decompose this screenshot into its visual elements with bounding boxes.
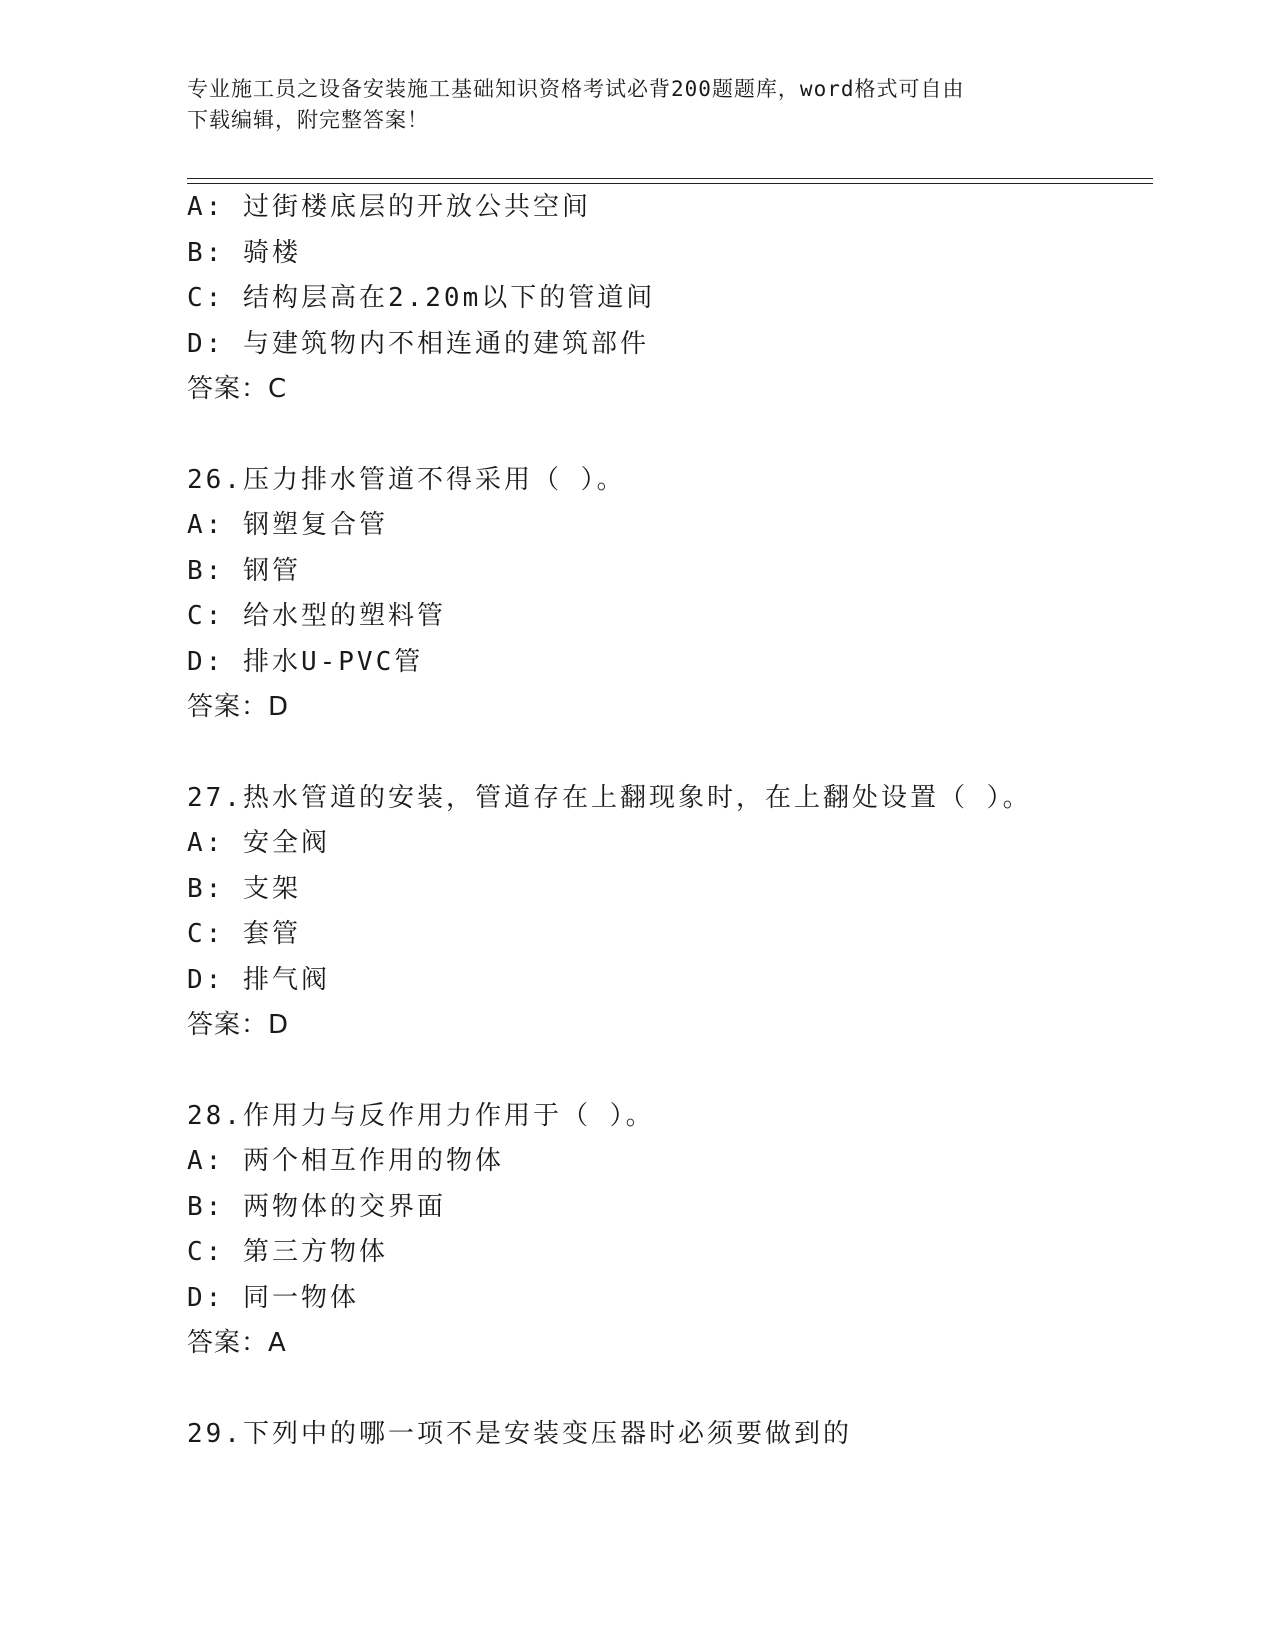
option-b: B: 两物体的交界面	[187, 1191, 446, 1222]
answer: 答案：A	[187, 1328, 287, 1358]
option-b: B: 骑楼	[187, 237, 301, 268]
option-c: C: 第三方物体	[187, 1237, 388, 1267]
option-a: A: 钢塑复合管	[187, 510, 388, 540]
question-29-block	[187, 1417, 1137, 1463]
option-d: D: 同一物体	[187, 1282, 359, 1313]
option-c: C: 套管	[187, 919, 301, 949]
spacer	[187, 736, 1137, 781]
question-27-block	[187, 781, 1137, 1054]
option-d: D: 与建筑物内不相连通的建筑部件	[187, 328, 649, 359]
header-title-line-1: 专业施工员之设备安装施工基础知识资格考试必背200题题库，word格式可自由	[187, 77, 965, 101]
answer: 答案：D	[187, 1010, 290, 1040]
option-d: D: 排气阀	[187, 964, 330, 995]
answer: 答案：C	[187, 374, 288, 404]
option-a: A: 安全阀	[187, 828, 330, 858]
option-c: C: 结构层高在2.20m以下的管道间	[187, 283, 656, 313]
spacer	[187, 1372, 1137, 1417]
header-title-line-2: 下载编辑，附完整答案！	[187, 108, 429, 132]
header-divider-bottom	[187, 183, 1153, 184]
question-list	[187, 190, 1137, 1462]
spacer	[187, 1054, 1137, 1099]
question-28-block	[187, 1099, 1137, 1372]
option-a: A: 两个相互作用的物体	[187, 1146, 504, 1176]
header-divider-top	[187, 178, 1153, 179]
option-b: B: 钢管	[187, 555, 301, 586]
answer: 答案：D	[187, 692, 290, 722]
option-d: D: 排水U-PVC管	[187, 646, 424, 677]
option-a: A: 过街楼底层的开放公共空间	[187, 192, 591, 222]
question-text: 29.下列中的哪一项不是安装变压器时必须要做到的	[187, 1418, 852, 1449]
question-text: 26.压力排水管道不得采用（ ）。	[187, 464, 626, 495]
spacer	[187, 418, 1137, 463]
question-text: 28.作用力与反作用力作用于（ ）。	[187, 1100, 655, 1131]
option-c: C: 给水型的塑料管	[187, 601, 446, 631]
question-25-block	[187, 190, 1137, 418]
question-26-block	[187, 463, 1137, 736]
document-header	[187, 74, 1067, 136]
question-text: 27.热水管道的安装，管道存在上翻现象时，在上翻处设置（ ）。	[187, 782, 1032, 813]
option-b: B: 支架	[187, 873, 301, 904]
